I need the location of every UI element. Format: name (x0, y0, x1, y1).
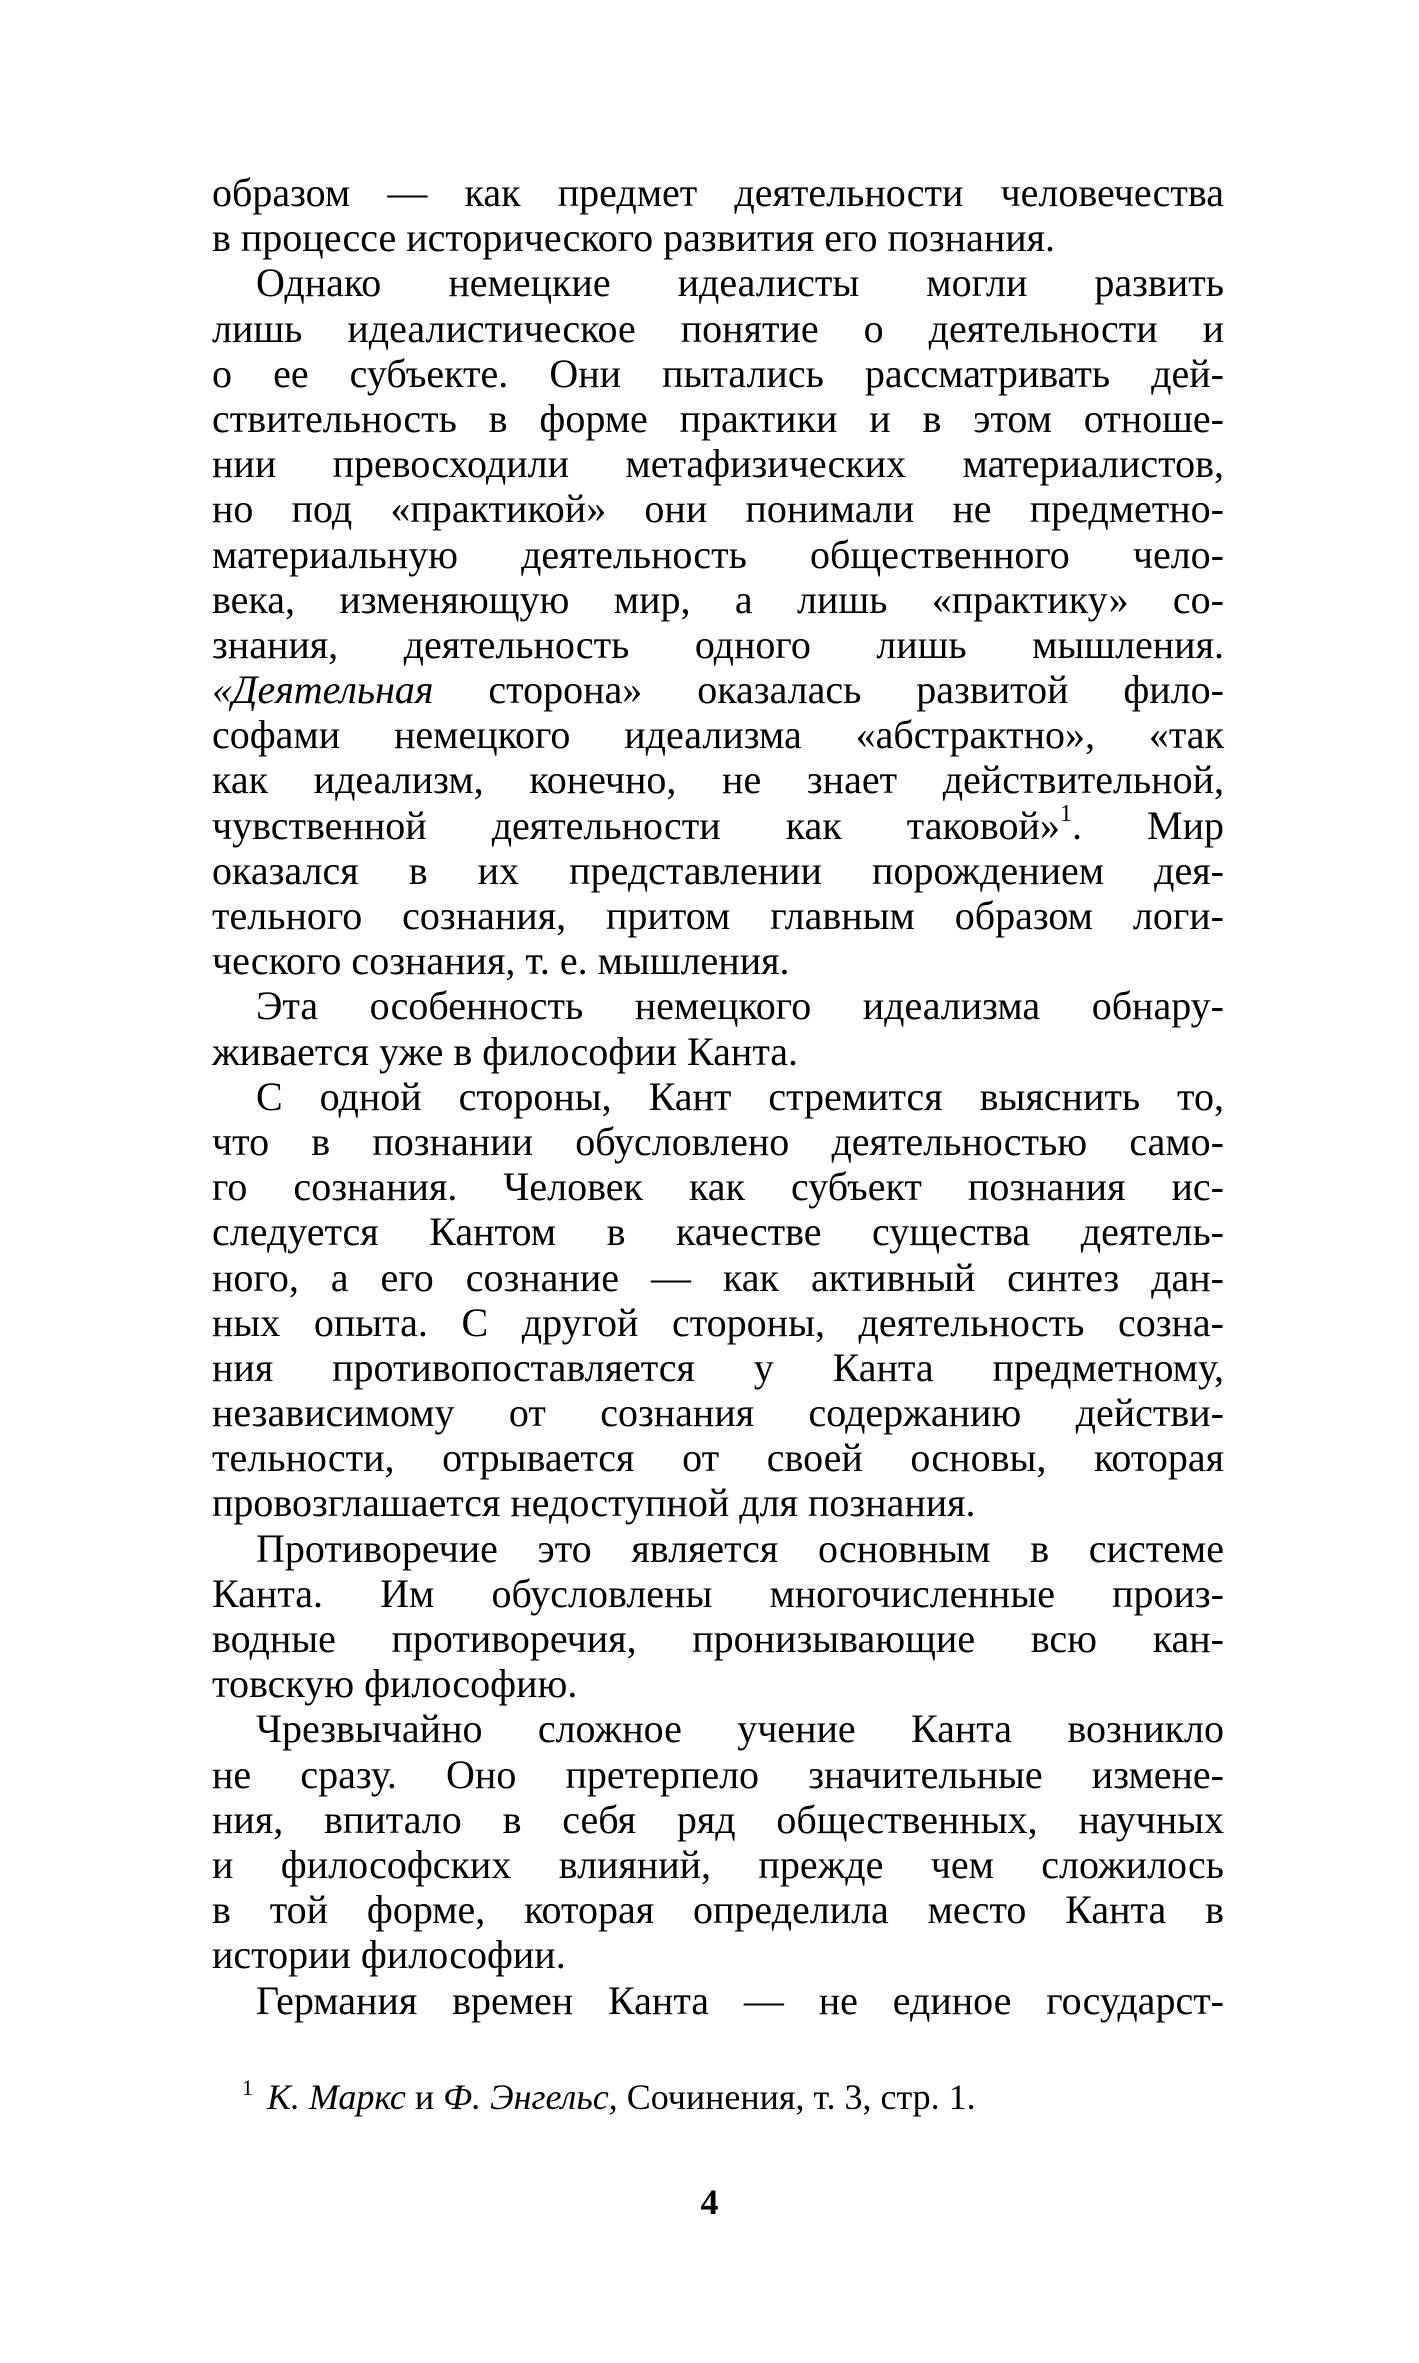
text-line: но под «практикой» они понимали не предметно- (212, 486, 1224, 532)
text-line: ствительность в форме практики и в этом отноше- (212, 395, 1224, 441)
text-line: о ее субъекте. Они пытались рассматривать дей- (212, 350, 1224, 396)
text-line: ния противопоставляется у Канта предметному, (212, 1344, 1224, 1390)
text-line: материальную деятельность общественного чело- (212, 531, 1224, 577)
text-line: товскую философию. (212, 1661, 578, 1707)
page-number: 4 (700, 2182, 719, 2222)
text-line: софами немецкого идеализма «абстрактно», «так (212, 712, 1224, 758)
text-line: го сознания. Человек как субъект познания ис- (212, 1164, 1224, 1210)
text-line: что в познании обусловлено деятельностью само- (212, 1118, 1224, 1164)
text-line: провозглашается недоступной для познания. (212, 1480, 976, 1526)
text-line: как идеализм, конечно, не знает действительной, (212, 757, 1224, 803)
text-line: тельного сознания, притом главным образом логи- (212, 893, 1224, 938)
text-line: водные противоречия, пронизывающие всю кан- (212, 1616, 1224, 1661)
text-line: знания, деятельность одного лишь мышления. (212, 621, 1224, 667)
text-line: истории философии. (212, 1932, 566, 1978)
text-line: живается уже в философии Канта. (212, 1028, 799, 1074)
text-line: лишь идеалистическое понятие о деятельности и (212, 305, 1224, 351)
text-line: Чрезвычайно сложное учение Канта возникло (256, 1706, 1224, 1752)
text-line: независимому от сознания содержанию действи- (212, 1390, 1224, 1436)
footnote-conjunction: и (405, 2077, 444, 2117)
text-line: образом — как предмет деятельности человечества (212, 170, 1224, 215)
text-line: тельности, отрывается от своей основы, которая (212, 1435, 1224, 1481)
footnote-marker: 1 (242, 2075, 253, 2100)
text-line: нии превосходили метафизических материалистов, (212, 441, 1224, 487)
text-line: в процессе исторического развития его познания. (212, 215, 1056, 261)
text-fragment: сторона» оказалась развитой фило- (433, 667, 1224, 713)
footnote-ref: 1 (1059, 800, 1072, 827)
text-fragment: чувственной деятельности как таковой» (212, 802, 1060, 848)
body-text (212, 170, 1224, 2023)
footnote-citation: Сочинения, т. 3, стр. 1. (617, 2077, 976, 2117)
text-line: ного, а его сознание — как активный синтез дан- (212, 1254, 1224, 1300)
text-line: Германия времен Канта — не единое государст- (256, 1977, 1224, 2023)
text-line: ческого сознания, т. е. мышления. (212, 938, 790, 984)
footnote (242, 2075, 1202, 2124)
text-line: ния, впитало в себя ряд общественных, научных (212, 1796, 1224, 1842)
footnote-author: К. Маркс (267, 2077, 406, 2117)
text-fragment: . Мир (1071, 802, 1224, 848)
text-line: Противоречие это является основным в системе (256, 1525, 1224, 1571)
footnote-author: Ф. Энгельс, (443, 2077, 618, 2117)
text-line: Эта особенность немецкого идеализма обнару- (256, 983, 1224, 1029)
text-line: в той форме, которая определила место Канта в (212, 1887, 1224, 1933)
text-line: С одной стороны, Кант стремится выяснить то, (256, 1073, 1224, 1119)
text-line: следуется Кантом в качестве существа деятель- (212, 1209, 1224, 1255)
text-line (212, 800, 1224, 848)
italic-term: «Деятельная (212, 667, 434, 713)
text-line: оказался в их представлении порождением дея- (212, 847, 1224, 893)
text-line: Канта. Им обусловлены многочисленные произ- (212, 1570, 1224, 1616)
text-line: века, изменяющую мир, а лишь «практику» со- (212, 576, 1224, 622)
text-line: Однако немецкие идеалисты могли развить (256, 260, 1224, 306)
text-line: не сразу. Оно претерпело значительные измене- (212, 1751, 1224, 1797)
text-line (212, 667, 1224, 712)
text-line: ных опыта. С другой стороны, деятельность созна- (212, 1299, 1224, 1345)
text-line: и философских влияний, прежде чем сложилось (212, 1841, 1224, 1887)
